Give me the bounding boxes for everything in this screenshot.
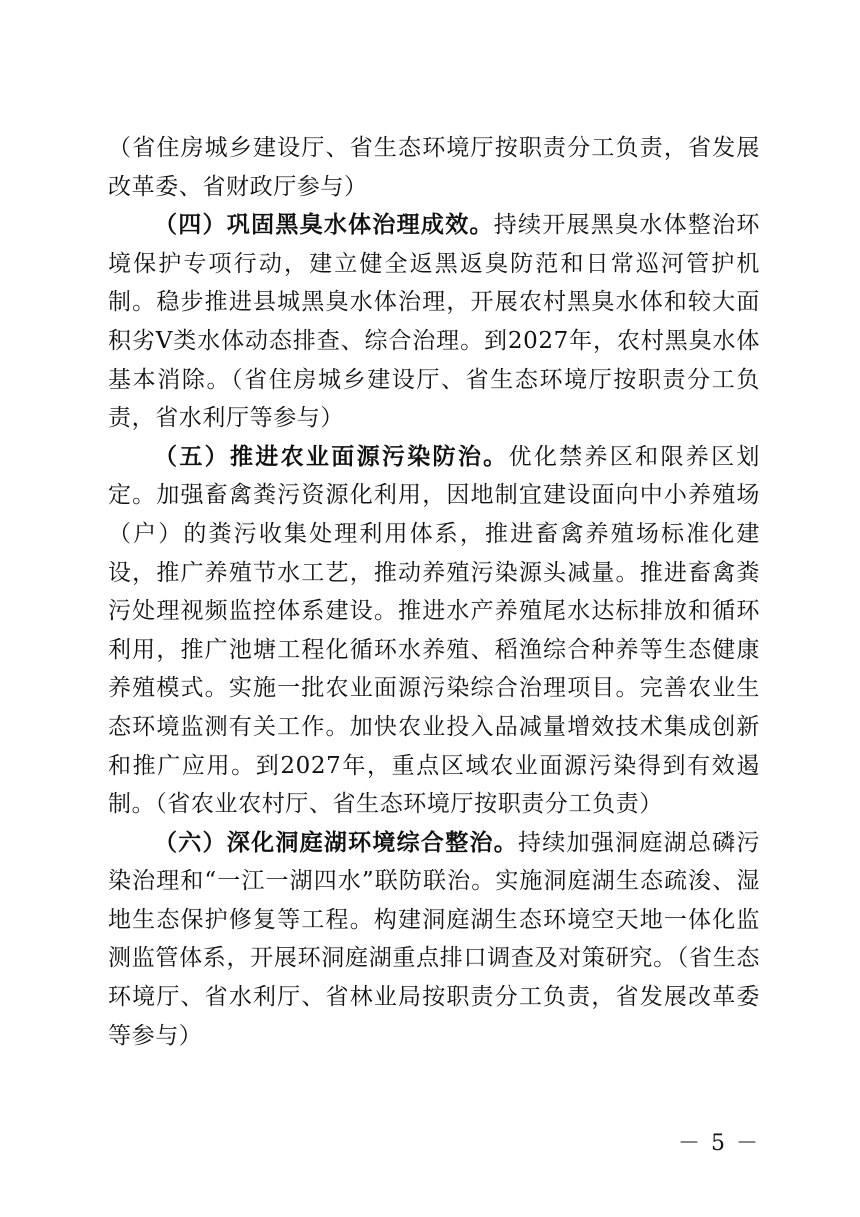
paragraph-text: 持续开展黑臭水体整治环境保护专项行动，建立健全返黑返臭防范和日常巡河管护机制。稳步推进县城黑臭水体治理，开展农村黑臭水体和较大面积劣Ⅴ类水体动态排查、综合治理。到2027年，农村黑臭水体基本消除。（省住房城乡建设厅、省生态环境厅按职责分工负责，省水利厅等参与） [108, 212, 760, 432]
document-body [108, 129, 760, 1055]
section-heading: （四）巩固黑臭水体治理成效。 [154, 212, 494, 239]
section-heading: （五）推进农业面源污染防治。 [154, 443, 509, 470]
paragraph-section-4 [108, 206, 760, 438]
paragraph-section-5 [108, 438, 760, 824]
paragraph-continuation [108, 129, 760, 206]
paragraph-text: （省住房城乡建设厅、省生态环境厅按职责分工负责，省发展改革委、省财政厅参与） [108, 135, 760, 200]
section-heading: （六）深化洞庭湖环境综合整治。 [154, 829, 518, 856]
paragraph-text: 持续加强洞庭湖总磷污染治理和“一江一湖四水”联防联治。实施洞庭湖生态疏浚、湿地生态保护修复等工程。构建洞庭湖生态环境空天地一体化监测监管体系，开展环洞庭湖重点排口调查及对策研究。（省生态环境厅、省水利厅、省林业局按职责分工负责，省发展改革委等参与） [108, 829, 761, 1049]
page-number: － 5 － [678, 1131, 760, 1156]
paragraph-text: 优化禁养区和限养区划定。加强畜禽粪污资源化利用，因地制宜建设面向中小养殖场（户）的粪污收集处理利用体系，推进畜禽养殖场标准化建设，推广养殖节水工艺，推动养殖污染源头减量。推进畜禽粪污处理视频监控体系建设。推进水产养殖尾水达标排放和循环利用，推广池塘工程化循环水养殖、稻渔综合种养等生态健康养殖模式。实施一批农业面源污染综合治理项目。完善农业生态环境监测有关工作。加快农业投入品减量增效技术集成创新和推广应用。到2027年，重点区域农业面源污染得到有效遏制。（省农业农村厅、省生态环境厅按职责分工负责） [108, 443, 761, 818]
paragraph-section-6 [108, 824, 760, 1056]
